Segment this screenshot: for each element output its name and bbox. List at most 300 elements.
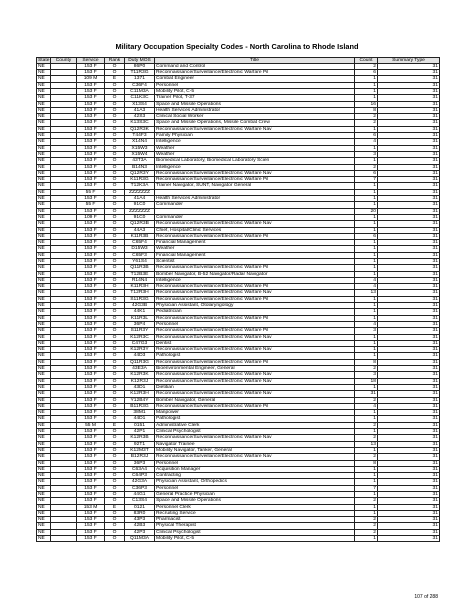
cell-rank: O: [105, 126, 125, 132]
cell-title: Manpower: [155, 410, 355, 416]
cell-duty-mos: 42G3A: [125, 479, 155, 485]
cell-rank: O: [105, 429, 125, 435]
cell-state: NE: [37, 208, 51, 214]
cell-rank: O: [105, 290, 125, 296]
cell-service: 153 F: [77, 233, 105, 239]
cell-count: 1: [355, 76, 378, 82]
cell-duty-mos: K12R3Y: [125, 347, 155, 353]
cell-summary-type: 31: [378, 517, 440, 523]
cell-service: 153 F: [77, 435, 105, 441]
cell-service: 153 F: [77, 391, 105, 397]
cell-service: 153 F: [77, 296, 105, 302]
cell-service: 153 F: [77, 227, 105, 233]
cell-title: Reconnaissance/Surveillance/Electronic Warfare Nav: [155, 221, 355, 227]
cell-summary-type: 31: [378, 466, 440, 472]
cell-service: 153 F: [77, 63, 105, 69]
cell-rank: O: [105, 397, 125, 403]
cell-summary-type: 31: [378, 133, 440, 139]
cell-rank: O: [105, 485, 125, 491]
cell-title: Contracting: [155, 473, 355, 479]
cell-rank: O: [105, 466, 125, 472]
cell-duty-mos: D15W3: [125, 246, 155, 252]
cell-duty-mos: 91C0: [125, 214, 155, 220]
cell-rank: E: [105, 504, 125, 510]
cell-state: NE: [37, 265, 51, 271]
page-title: Military Occupation Specialty Codes - North Carolina to Rhode Island: [115, 42, 359, 51]
cell-service: 153 F: [77, 460, 105, 466]
cell-summary-type: 31: [378, 70, 440, 76]
cell-state: NE: [37, 510, 51, 516]
cell-rank: O: [105, 315, 125, 321]
cell-service: 153 F: [77, 70, 105, 76]
cell-title: Health Services Administrator: [155, 107, 355, 113]
cell-state: NE: [37, 284, 51, 290]
cell-summary-type: 31: [378, 429, 440, 435]
cell-rank: O: [105, 196, 125, 202]
cell-duty-mos: R14N4: [125, 277, 155, 283]
cell-title: Family Physician: [155, 133, 355, 139]
cell-state: NE: [37, 340, 51, 346]
cell-state: NE: [37, 384, 51, 390]
cell-summary-type: 31: [378, 126, 440, 132]
cell-duty-mos: Q12R3K: [125, 126, 155, 132]
cell-duty-mos: 42P1: [125, 429, 155, 435]
cell-service: 153 F: [77, 479, 105, 485]
cell-state: NE: [37, 158, 51, 164]
cell-service: 153 F: [77, 403, 105, 409]
cell-count: 1: [355, 479, 378, 485]
cell-state: NE: [37, 529, 51, 535]
cell-count: 4: [355, 403, 378, 409]
cell-rank: O: [105, 271, 125, 277]
cell-count: 1: [355, 126, 378, 132]
cell-duty-mos: 0151: [125, 422, 155, 428]
cell-title: Physical Therapist: [155, 523, 355, 529]
cell-count: 1: [355, 214, 378, 220]
cell-state: NE: [37, 397, 51, 403]
cell-title: Mobility Pilot, C-5: [155, 536, 355, 542]
cell-title: Space and Missile Operations, Missile Combat Crew: [155, 120, 355, 126]
cell-service: 153 F: [77, 429, 105, 435]
cell-state: NE: [37, 479, 51, 485]
cell-duty-mos: X15W4: [125, 151, 155, 157]
cell-title: Personnel: [155, 321, 355, 327]
cell-service: 153 F: [77, 164, 105, 170]
cell-state: NE: [37, 277, 51, 283]
cell-title: Trainer Navigator, SUNT, Navigator General: [155, 183, 355, 189]
cell-title: Reconnaissance/Surveillance/Electronic Warfare Pil: [155, 70, 355, 76]
cell-duty-mos: K12R3K: [125, 372, 155, 378]
cell-duty-mos: Q12R3B: [125, 221, 155, 227]
cell-count: 18: [355, 378, 378, 384]
cell-title: Reconnaissance/Surveillance/Electronic Warfare Pil: [155, 359, 355, 365]
cell-rank: O: [105, 303, 125, 309]
cell-state: NE: [37, 429, 51, 435]
cell-count: 2: [355, 114, 378, 120]
cell-service: 153 F: [77, 208, 105, 214]
cell-state: NE: [37, 466, 51, 472]
cell-state: NE: [37, 460, 51, 466]
cell-count: 1: [355, 240, 378, 246]
cell-count: 1: [355, 88, 378, 94]
cell-count: 2: [355, 164, 378, 170]
cell-count: 1: [355, 227, 378, 233]
cell-rank: O: [105, 510, 125, 516]
cell-rank: O: [105, 441, 125, 447]
cell-title: Reconnaissance/Surveillance/Electronic Warfare Pil: [155, 296, 355, 302]
cell-count: 4: [355, 321, 378, 327]
cell-count: 1: [355, 265, 378, 271]
cell-duty-mos: 36P4: [125, 321, 155, 327]
cell-count: 1: [355, 145, 378, 151]
cell-duty-mos: K12R3H: [125, 391, 155, 397]
cell-duty-mos: K11R3G: [125, 177, 155, 183]
cell-count: 1: [355, 504, 378, 510]
cell-title: Bomber Navigator, General: [155, 397, 355, 403]
cell-rank: O: [105, 208, 125, 214]
cell-service: 153 F: [77, 366, 105, 372]
cell-duty-mos: 42S3: [125, 114, 155, 120]
mos-table: [36, 57, 440, 543]
cell-title: Pathologist: [155, 416, 355, 422]
cell-rank: O: [105, 447, 125, 453]
cell-summary-type: 31: [378, 384, 440, 390]
cell-title: Reconnaissance/Surveillance/Electronic Warfare Pil: [155, 403, 355, 409]
cell-rank: O: [105, 353, 125, 359]
cell-title: Reconnaissance/Surveillance/Electronic Warfare Nav: [155, 347, 355, 353]
cell-duty-mos: C13S4: [125, 498, 155, 504]
cell-title: Reconnaissance/Surveillance/Electronic Warfare Pil: [155, 177, 355, 183]
cell-duty-mos: K11R3H: [125, 284, 155, 290]
cell-state: NE: [37, 321, 51, 327]
cell-rank: O: [105, 145, 125, 151]
cell-title: Administrative Clerk: [155, 422, 355, 428]
cell-title: Pathologist: [155, 353, 355, 359]
cell-state: NE: [37, 252, 51, 258]
cell-count: 1: [355, 309, 378, 315]
cell-summary-type: 31: [378, 139, 440, 145]
cell-title: Scientist: [155, 259, 355, 265]
cell-count: 1: [355, 296, 378, 302]
cell-summary-type: 31: [378, 523, 440, 529]
cell-service: 153 F: [77, 196, 105, 202]
cell-title: Physician Assistant, Orthopedics: [155, 479, 355, 485]
cell-state: NE: [37, 63, 51, 69]
cell-rank: O: [105, 340, 125, 346]
cell-summary-type: 31: [378, 397, 440, 403]
cell-title: Reconnaissance/Surveillance/Electronic Warfare Nav: [155, 378, 355, 384]
cell-rank: O: [105, 133, 125, 139]
cell-state: NE: [37, 403, 51, 409]
cell-rank: O: [105, 151, 125, 157]
cell-duty-mos: ZZZZZZZ: [125, 208, 155, 214]
cell-count: 1: [355, 303, 378, 309]
cell-title: Reconnaissance/Surveillance/Electronic Warfare Nav: [155, 454, 355, 460]
cell-summary-type: 31: [378, 246, 440, 252]
cell-duty-mos: K11R3B: [125, 233, 155, 239]
cell-rank: O: [105, 158, 125, 164]
cell-duty-mos: 42P3: [125, 529, 155, 535]
header-duty-mos: Duty MOS: [125, 57, 155, 63]
cell-service: 153 F: [77, 485, 105, 491]
cell-service: 153 F: [77, 441, 105, 447]
cell-state: NE: [37, 170, 51, 176]
cell-state: NE: [37, 536, 51, 542]
cell-rank: O: [105, 63, 125, 69]
cell-rank: O: [105, 328, 125, 334]
cell-summary-type: 31: [378, 372, 440, 378]
cell-service: 153 F: [77, 120, 105, 126]
cell-state: NE: [37, 107, 51, 113]
cell-title: Reconnaissance/Surveillance/Electronic Warfare Pil: [155, 265, 355, 271]
cell-service: 153 F: [77, 498, 105, 504]
cell-state: NE: [37, 473, 51, 479]
cell-state: NE: [37, 447, 51, 453]
cell-duty-mos: 86P0: [125, 63, 155, 69]
cell-summary-type: 31: [378, 120, 440, 126]
cell-state: NE: [37, 378, 51, 384]
table-row: [37, 536, 440, 542]
cell-summary-type: 31: [378, 441, 440, 447]
cell-duty-mos: 42G3B: [125, 303, 155, 309]
cell-count: 8: [355, 107, 378, 113]
cell-summary-type: 31: [378, 221, 440, 227]
cell-title: Weather: [155, 145, 355, 151]
cell-duty-mos: T12R3H: [125, 290, 155, 296]
cell-duty-mos: 43P3: [125, 517, 155, 523]
cell-count: 8: [355, 460, 378, 466]
cell-service: 153 F: [77, 384, 105, 390]
cell-count: 2: [355, 529, 378, 535]
cell-state: NE: [37, 334, 51, 340]
cell-summary-type: 31: [378, 460, 440, 466]
cell-summary-type: 31: [378, 164, 440, 170]
cell-duty-mos: 42B3: [125, 523, 155, 529]
cell-service: 153 F: [77, 240, 105, 246]
cell-service: 153 F: [77, 133, 105, 139]
cell-summary-type: 31: [378, 158, 440, 164]
cell-title: Reconnaissance/Surveillance/Electronic Warfare Pil: [155, 315, 355, 321]
cell-summary-type: 31: [378, 296, 440, 302]
cell-summary-type: 31: [378, 227, 440, 233]
header-service: Service: [77, 57, 105, 63]
cell-summary-type: 31: [378, 189, 440, 195]
cell-rank: O: [105, 460, 125, 466]
cell-duty-mos: S11R3Y: [125, 328, 155, 334]
cell-duty-mos: 43E3A: [125, 366, 155, 372]
cell-duty-mos: B11R3G: [125, 403, 155, 409]
cell-duty-mos: 43T3A: [125, 158, 155, 164]
cell-summary-type: 31: [378, 145, 440, 151]
cell-state: NE: [37, 391, 51, 397]
cell-count: 4: [355, 139, 378, 145]
header-rank: Rank: [105, 57, 125, 63]
cell-service: 153 F: [77, 246, 105, 252]
cell-duty-mos: 41A3: [125, 107, 155, 113]
cell-summary-type: 31: [378, 208, 440, 214]
cell-duty-mos: T12B3E: [125, 271, 155, 277]
cell-duty-mos: B14N3: [125, 164, 155, 170]
cell-title: Reconnaissance/Surveillance/Electronic Warfare Pil: [155, 328, 355, 334]
cell-state: NE: [37, 189, 51, 195]
cell-rank: O: [105, 95, 125, 101]
cell-rank: O: [105, 334, 125, 340]
cell-state: NE: [37, 296, 51, 302]
cell-count: 1: [355, 334, 378, 340]
cell-duty-mos: X15W3: [125, 145, 155, 151]
cell-count: 7: [355, 485, 378, 491]
cell-service: 153 F: [77, 271, 105, 277]
cell-title: Dietitian: [155, 384, 355, 390]
cell-state: NE: [37, 70, 51, 76]
cell-summary-type: 31: [378, 504, 440, 510]
cell-duty-mos: 44D1: [125, 416, 155, 422]
cell-state: NE: [37, 114, 51, 120]
cell-duty-mos: C11K3C: [125, 95, 155, 101]
cell-summary-type: 31: [378, 479, 440, 485]
cell-summary-type: 31: [378, 403, 440, 409]
cell-service: 153 F: [77, 151, 105, 157]
cell-count: 1: [355, 429, 378, 435]
cell-title: Physician Assistant, Otolaryngology: [155, 303, 355, 309]
cell-summary-type: 31: [378, 536, 440, 542]
cell-count: 1: [355, 189, 378, 195]
cell-rank: O: [105, 454, 125, 460]
cell-state: NE: [37, 328, 51, 334]
cell-title: Navigator Trainee: [155, 441, 355, 447]
cell-summary-type: 31: [378, 290, 440, 296]
cell-rank: O: [105, 410, 125, 416]
cell-title: Personnel: [155, 485, 355, 491]
cell-count: 2: [355, 435, 378, 441]
cell-count: 1: [355, 259, 378, 265]
cell-title: Commander: [155, 202, 355, 208]
cell-county: [51, 536, 77, 542]
cell-service: 153 F: [77, 277, 105, 283]
cell-rank: O: [105, 284, 125, 290]
cell-count: 1: [355, 536, 378, 542]
cell-service: 153 F: [77, 447, 105, 453]
cell-state: NE: [37, 145, 51, 151]
cell-duty-mos: 44D3: [125, 353, 155, 359]
cell-rank: O: [105, 114, 125, 120]
cell-summary-type: 31: [378, 114, 440, 120]
cell-service: 153 F: [77, 510, 105, 516]
cell-service: 153 F: [77, 315, 105, 321]
cell-duty-mos: ZZZZZZZ: [125, 189, 155, 195]
cell-rank: O: [105, 183, 125, 189]
cell-count: 1: [355, 410, 378, 416]
cell-title: Reconnaissance/Surveillance/Electronic Warfare Nav: [155, 435, 355, 441]
cell-duty-mos: Y61S4: [125, 259, 155, 265]
cell-state: NE: [37, 498, 51, 504]
cell-state: NE: [37, 139, 51, 145]
cell-rank: O: [105, 517, 125, 523]
cell-title: Pharmacist: [155, 517, 355, 523]
cell-title: Intelligence: [155, 139, 355, 145]
cell-duty-mos: T11R3G: [125, 70, 155, 76]
cell-count: 2: [355, 422, 378, 428]
cell-summary-type: 31: [378, 391, 440, 397]
cell-service: 153 F: [77, 359, 105, 365]
cell-count: 1: [355, 183, 378, 189]
cell-duty-mos: 0121: [125, 504, 155, 510]
cell-rank: O: [105, 265, 125, 271]
cell-service: 153 F: [77, 145, 105, 151]
cell-service: 153 F: [77, 321, 105, 327]
cell-duty-mos: X13S4: [125, 101, 155, 107]
cell-service: 153 F: [77, 529, 105, 535]
cell-duty-mos: C63A4: [125, 466, 155, 472]
cell-duty-mos: K12R3C: [125, 334, 155, 340]
cell-duty-mos: K12R3J: [125, 378, 155, 384]
cell-service: 153 F: [77, 126, 105, 132]
cell-title: Space and Missile Operations: [155, 101, 355, 107]
cell-count: 13: [355, 441, 378, 447]
cell-count: 1: [355, 246, 378, 252]
cell-duty-mos: T12K3A: [125, 183, 155, 189]
cell-rank: O: [105, 384, 125, 390]
cell-rank: O: [105, 82, 125, 88]
cell-service: 153 F: [77, 88, 105, 94]
cell-service: 153 F: [77, 347, 105, 353]
cell-state: NE: [37, 347, 51, 353]
cell-duty-mos: 44K1: [125, 309, 155, 315]
cell-service: 153 F: [77, 303, 105, 309]
cell-rank: O: [105, 296, 125, 302]
cell-duty-mos: 36P3: [125, 460, 155, 466]
cell-service: 153 F: [77, 101, 105, 107]
cell-count: 1: [355, 221, 378, 227]
cell-duty-mos: C36F4: [125, 82, 155, 88]
cell-service: 153 F: [77, 290, 105, 296]
cell-summary-type: 31: [378, 340, 440, 346]
cell-state: NE: [37, 416, 51, 422]
cell-count: 20: [355, 208, 378, 214]
cell-duty-mos: 1371: [125, 76, 155, 82]
cell-service: 153 F: [77, 309, 105, 315]
cell-rank: O: [105, 473, 125, 479]
header-summary-type: Summary Type: [378, 57, 440, 63]
cell-rank: E: [105, 422, 125, 428]
cell-count: 1: [355, 202, 378, 208]
cell-summary-type: 31: [378, 233, 440, 239]
cell-count: 2: [355, 366, 378, 372]
cell-title: Command and Control: [155, 63, 355, 69]
cell-count: 3: [355, 328, 378, 334]
cell-service: 153 F: [77, 177, 105, 183]
cell-title: Reconnaissance/Surveillance/Electronic Warfare Pil: [155, 284, 355, 290]
cell-title: Personnel: [155, 82, 355, 88]
cell-count: 6: [355, 133, 378, 139]
cell-rank: O: [105, 164, 125, 170]
cell-state: NE: [37, 410, 51, 416]
cell-duty-mos: B12R3J: [125, 454, 155, 460]
cell-rank: O: [105, 498, 125, 504]
cell-summary-type: 31: [378, 454, 440, 460]
cell-duty-mos: 41A4: [125, 196, 155, 202]
cell-service: 153 F: [77, 353, 105, 359]
cell-duty-mos: Q11R3G: [125, 359, 155, 365]
cell-rank: O: [105, 252, 125, 258]
cell-state: NE: [37, 359, 51, 365]
cell-duty-mos: K12M3T: [125, 447, 155, 453]
cell-summary-type: 31: [378, 76, 440, 82]
cell-state: NE: [37, 233, 51, 239]
header-state: State: [38, 57, 50, 63]
cell-count: 3: [355, 151, 378, 157]
cell-count: 1: [355, 384, 378, 390]
